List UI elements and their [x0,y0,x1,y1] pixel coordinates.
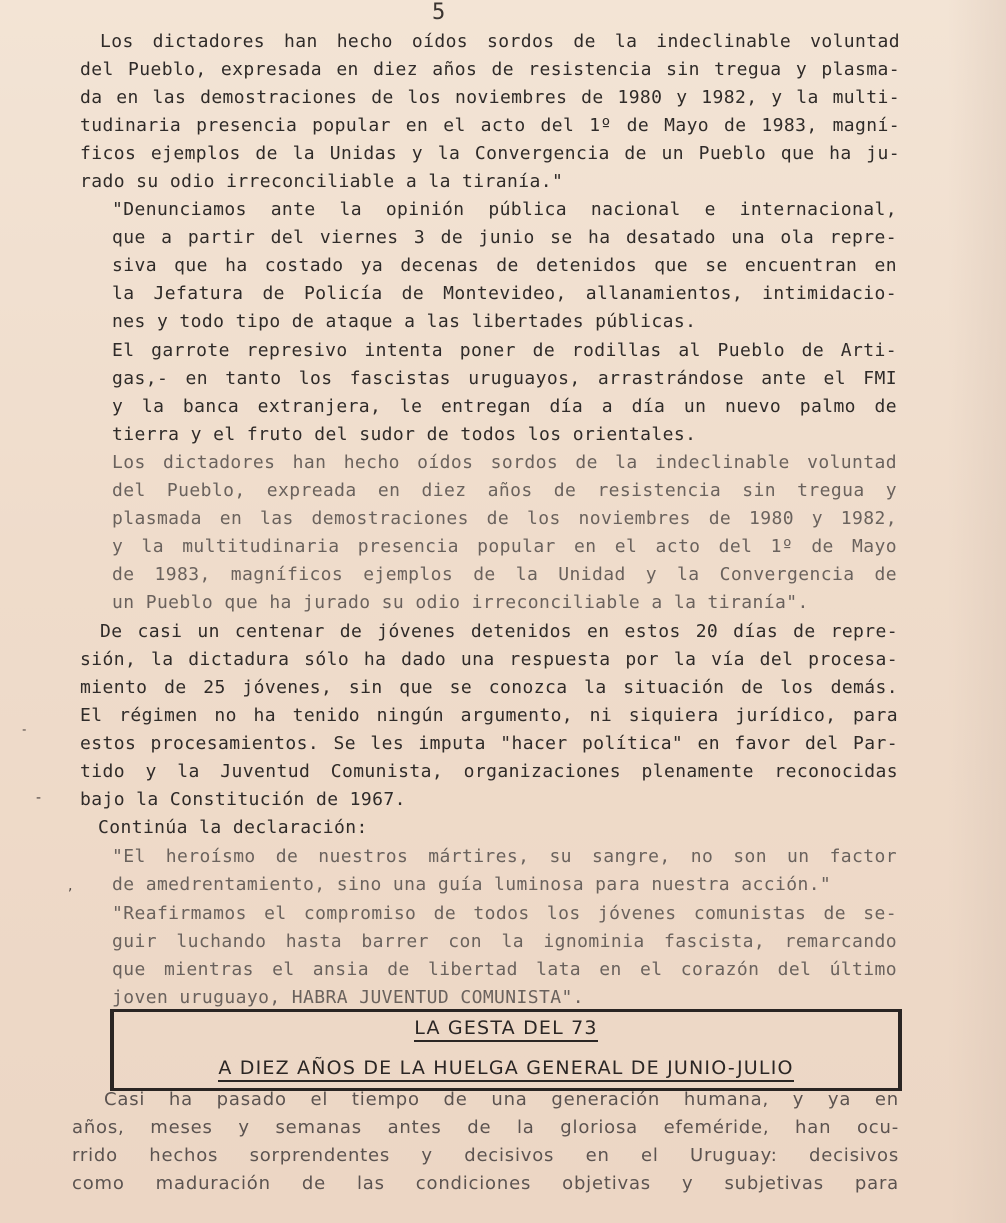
text-line: y la banca extranjera, le entregan día a día un nuevo palmo de [112,396,897,417]
text-line: joven uruguayo, HABRA JUVENTUD COMUNISTA". [112,987,584,1008]
text-line: El régimen no ha tenido ningún argumento, ni siquiera jurídico, para [80,705,898,726]
text-line: "El heroísmo de nuestros mártires, su sangre, no son un factor [112,846,897,867]
text-line: El garrote represivo intenta poner de rodillas al Pueblo de Arti- [112,340,897,361]
text-line: del Pueblo, expresada en diez años de resistencia sin tregua y plasma- [80,59,900,80]
text-line: da en las demostraciones de los noviembres de 1980 y 1982, y la multi- [80,87,900,108]
text-line: del Pueblo, expreada en diez años de resistencia sin tregua y [112,480,897,501]
text-line: estos procesamientos. Se les imputa "hacer política" en favor del Par- [80,733,898,754]
text-line: sión, la dictadura sólo ha dado una respuesta por la vía del procesa- [80,649,898,670]
page-number: 5 [432,0,446,25]
section-heading-title-text: LA GESTA DEL 73 [414,1017,597,1042]
margin-mark: - [36,790,42,806]
text-line: tierra y el fruto del sudor de todos los orientales. [112,424,697,445]
text-line: como maduración de las condiciones objetivas y subjetivas para [72,1173,899,1194]
text-line: Los dictadores han hecho oídos sordos de la indeclinable voluntad [112,452,897,473]
text-line: un Pueblo que ha jurado su odio irreconciliable a la tiranía". [112,592,809,613]
text-line: "Denunciamos ante la opinión pública nacional e internacional, [112,199,897,220]
text-line: bajo la Constitución de 1967. [80,789,406,810]
margin-mark: , [68,878,73,894]
text-line: Continúa la declaración: [98,817,368,838]
text-line: ficos ejemplos de la Unidas y la Convergencia de un Pueblo que ha ju- [80,143,900,164]
margin-mark: ˗ [22,722,27,738]
text-line: plasmada en las demostraciones de los noviembres de 1980 y 1982, [112,508,897,529]
text-line: guir luchando hasta barrer con la ignominia fascista, remarcando [112,931,897,952]
text-line: rrido hechos sorprendentes y decisivos en el Uruguay: decisivos [72,1145,899,1166]
text-line: gas,- en tanto los fascistas uruguayos, arrastrándose ante el FMI [112,368,897,389]
text-line: tudinaria presencia popular en el acto del 1º de Mayo de 1983, magní- [80,115,900,136]
text-line: de amedrentamiento, sino una guía luminosa para nuestra acción." [112,874,832,895]
text-line: "Reafirmamos el compromiso de todos los jóvenes comunistas de se- [112,903,897,924]
text-line: Casi ha pasado el tiempo de una generación humana, y ya en [104,1089,899,1110]
text-line: años, meses y semanas antes de la gloriosa efeméride, han ocu- [72,1117,899,1138]
section-heading-subtitle-text: A DIEZ AÑOS DE LA HUELGA GENERAL DE JUNIO-JULIO [218,1057,793,1082]
text-line: De casi un centenar de jóvenes detenidos en estos 20 días de repre- [100,621,898,642]
text-line: tido y la Juventud Comunista, organizaciones plenamente reconocidas [80,761,898,782]
text-line: que a partir del viernes 3 de junio se ha desatado una ola repre- [112,227,897,248]
section-heading-subtitle [114,1057,898,1079]
text-line: Los dictadores han hecho oídos sordos de la indeclinable voluntad [100,31,900,52]
paper-edge [948,0,1006,1223]
section-heading-box [110,1009,902,1091]
text-line: de 1983, magníficos ejemplos de la Unidad y la Convergencia de [112,564,897,585]
text-line: nes y todo tipo de ataque a las libertades públicas. [112,311,697,332]
text-line: siva que ha costado ya decenas de detenidos que se encuentran en [112,255,897,276]
text-line: la Jefatura de Policía de Montevideo, allanamientos, intimidacio- [112,283,897,304]
section-heading-title [114,1017,898,1039]
text-line: miento de 25 jóvenes, sin que se conozca la situación de los demás. [80,677,898,698]
text-line: que mientras el ansia de libertad lata en el corazón del último [112,959,897,980]
text-line: rado su odio irreconciliable a la tiranía." [80,171,564,192]
text-line: y la multitudinaria presencia popular en el acto del 1º de Mayo [112,536,897,557]
